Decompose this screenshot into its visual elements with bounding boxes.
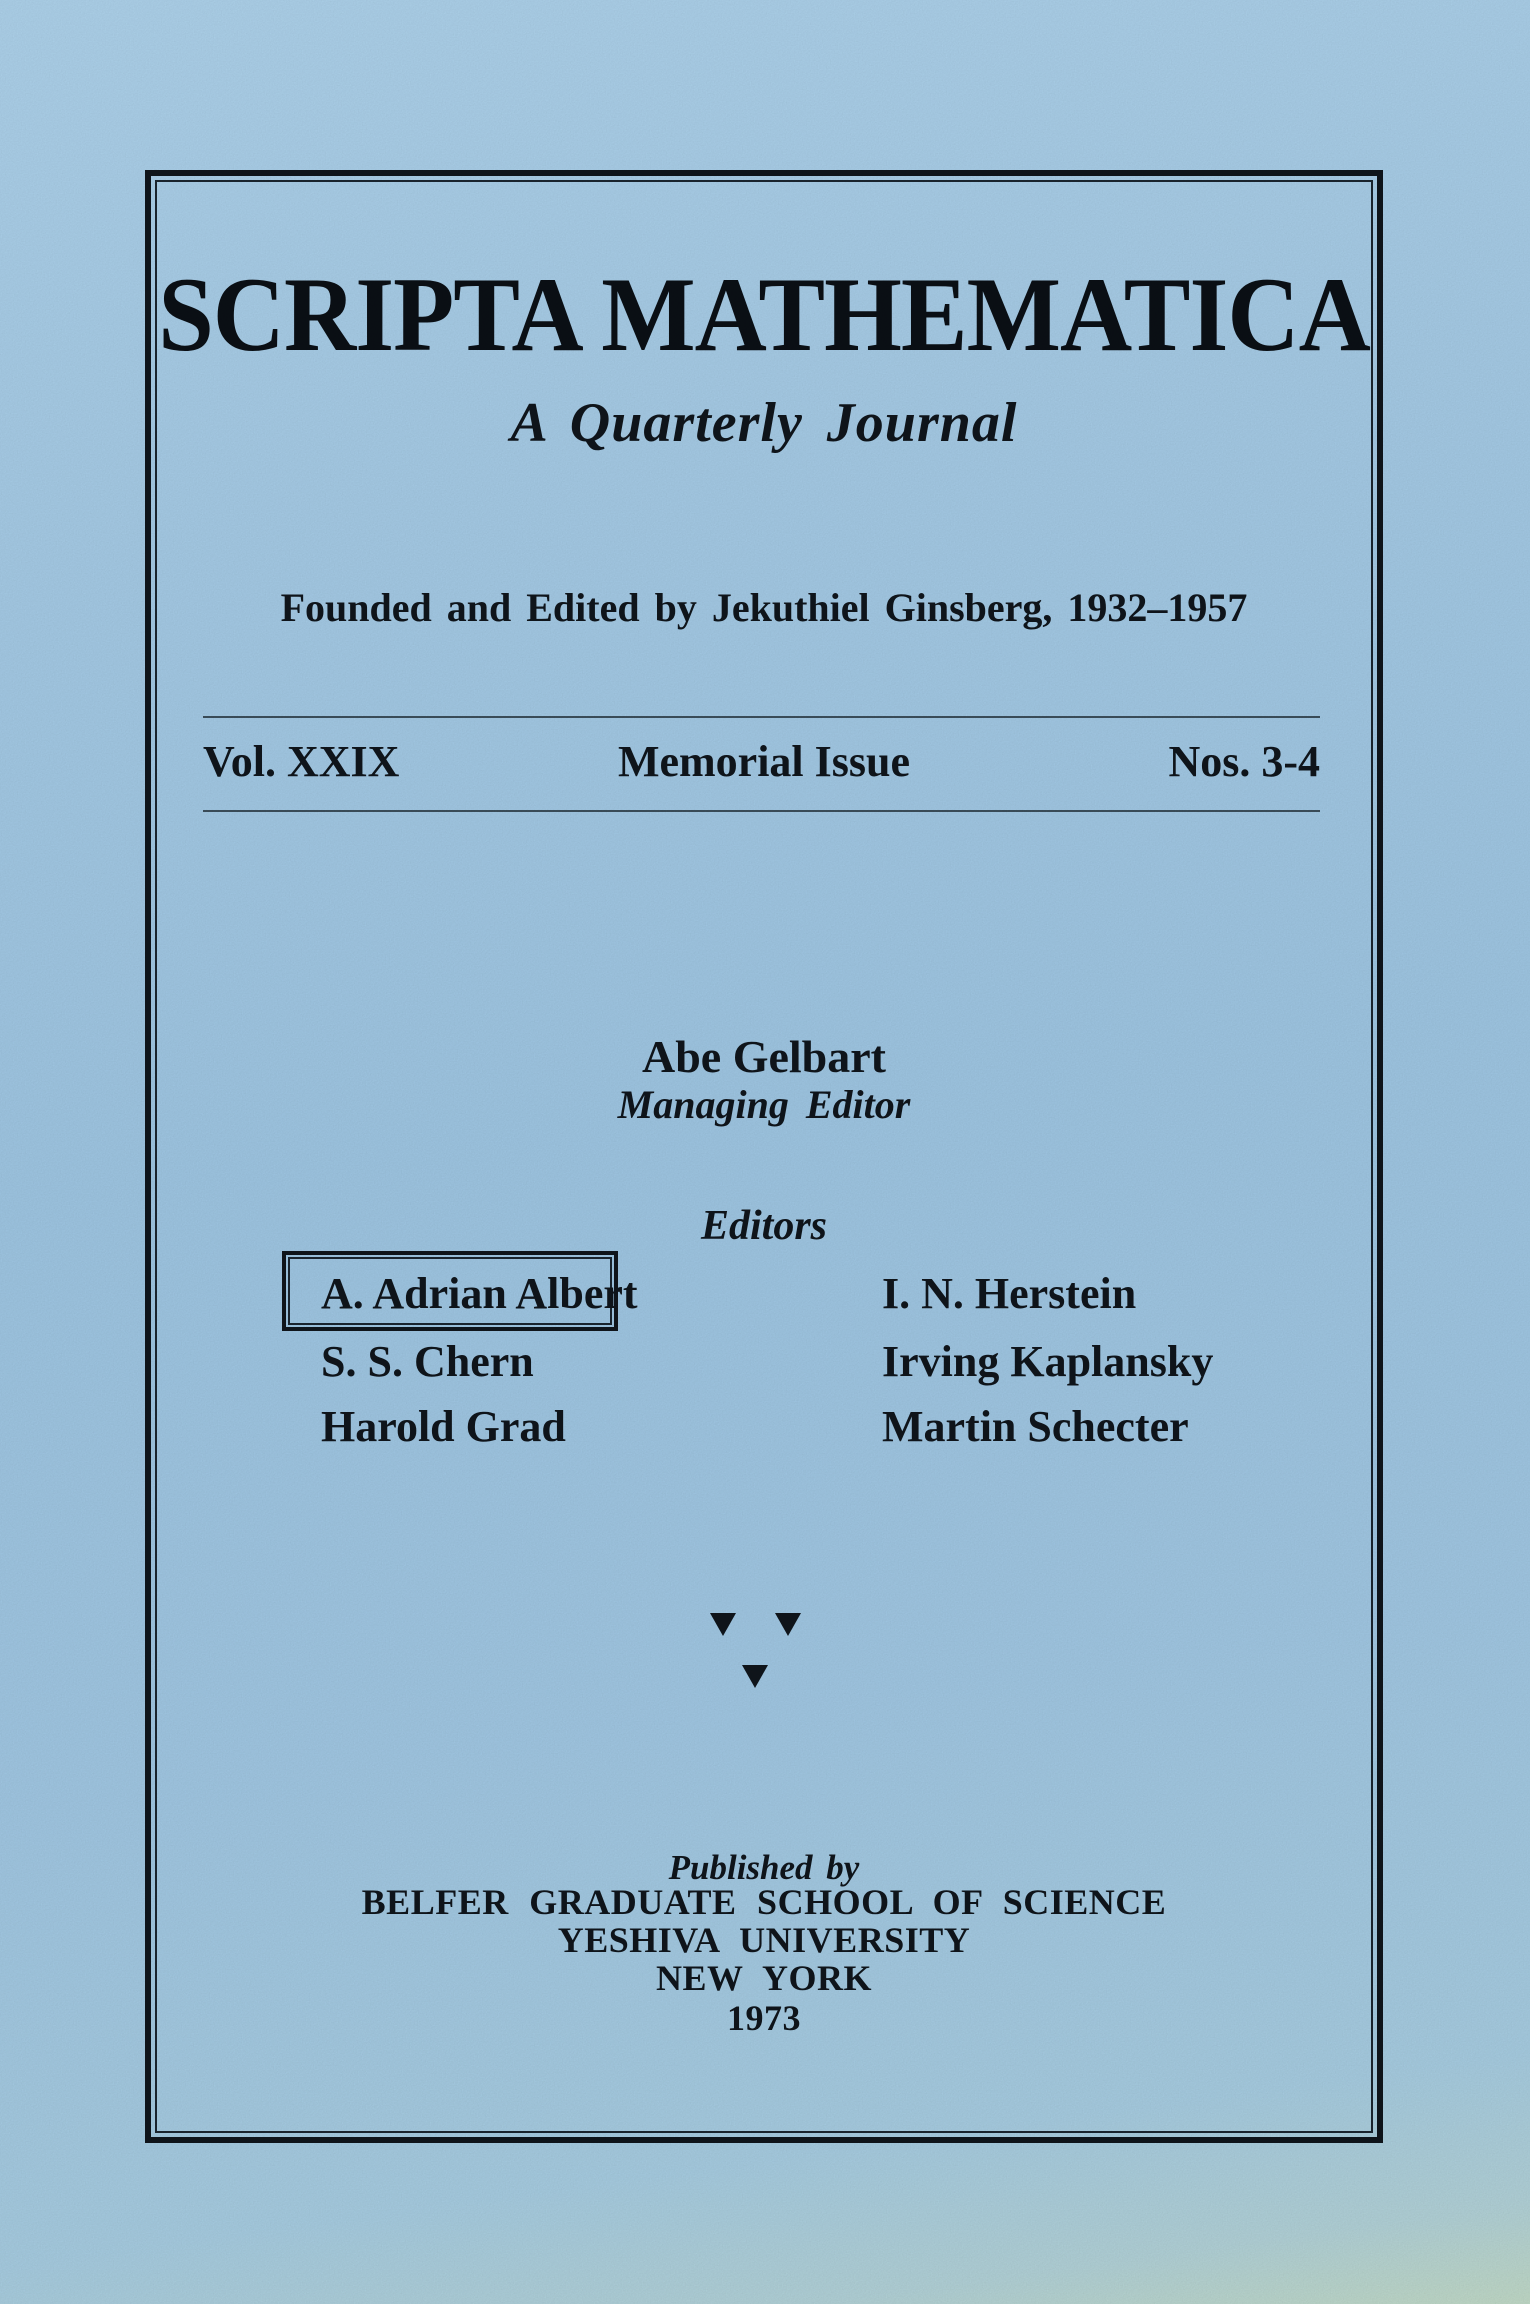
editor-name-herstein: I. N. Herstein	[882, 1269, 1137, 1318]
editor-name-grad: Harold Grad	[321, 1402, 566, 1451]
journal-subtitle: A Quarterly Journal	[510, 392, 1018, 454]
issue-numbers: Nos. 3-4	[1168, 737, 1320, 786]
managing-editor-name: Abe Gelbart	[641, 1031, 886, 1082]
issue-title: Memorial Issue	[617, 737, 911, 786]
publisher-school-line: BELFER GRADUATE SCHOOL OF SCIENCE	[361, 1882, 1167, 1922]
editor-name-schecter: Martin Schecter	[882, 1402, 1189, 1451]
divider-rule-bottom	[203, 810, 1320, 812]
divider-rule-top	[203, 716, 1320, 718]
editors-heading: Editors	[700, 1203, 828, 1249]
managing-editor-role: Managing Editor	[617, 1082, 911, 1127]
founded-line: Founded and Edited by Jekuthiel Ginsberg, 1932–1957	[280, 585, 1248, 630]
editor-name-kaplansky: Irving Kaplansky	[882, 1337, 1214, 1386]
publisher-university-line: YESHIVA UNIVERSITY	[557, 1920, 971, 1960]
publication-year: 1973	[727, 1998, 801, 2038]
down-triangle-icon	[775, 1613, 801, 1636]
published-by-label: Published by	[668, 1848, 860, 1887]
down-triangle-icon	[742, 1665, 768, 1688]
publisher-city-line: NEW YORK	[655, 1958, 873, 1998]
journal-title: SCRIPTA MATHEMATICA	[158, 255, 1370, 374]
down-triangle-icon	[710, 1613, 736, 1636]
editor-name-chern: S. S. Chern	[321, 1337, 534, 1386]
editor-name-albert: A. Adrian Albert	[321, 1269, 638, 1318]
volume-label: Vol. XXIX	[203, 737, 400, 786]
